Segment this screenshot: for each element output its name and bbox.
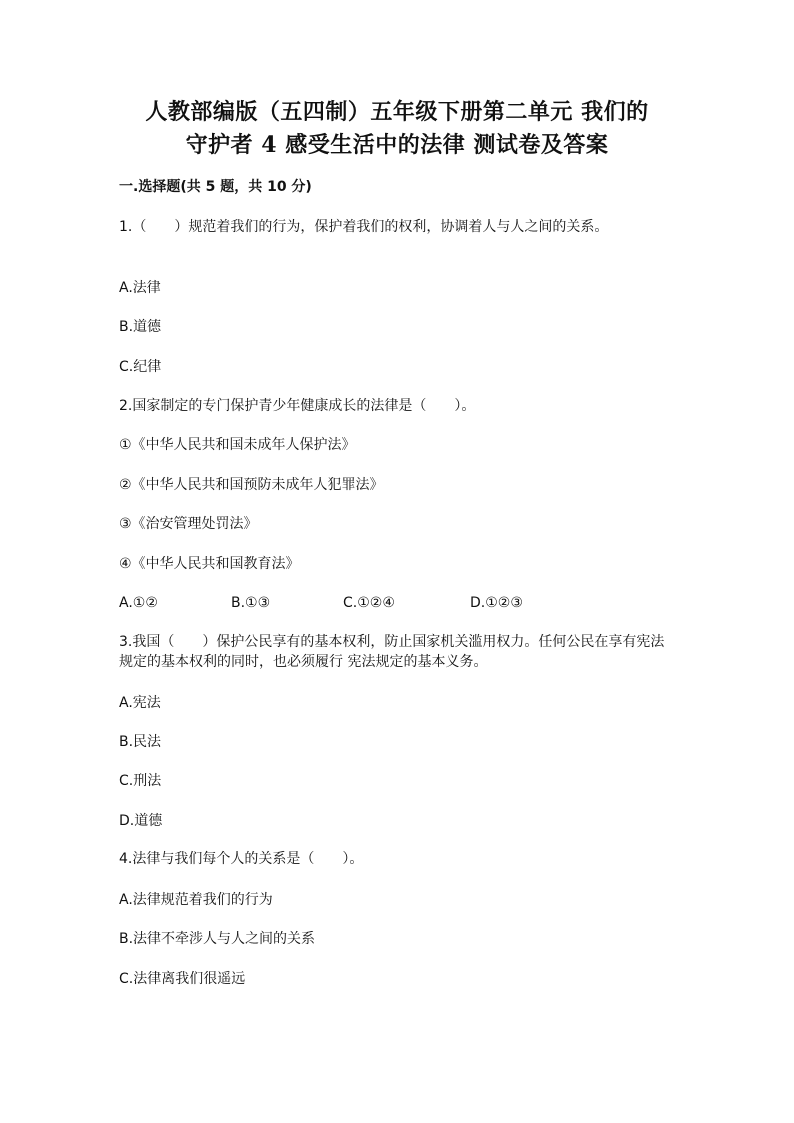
question-4-text: 4.法律与我们每个人的关系是（ ）。 [119,851,364,867]
page-title-line-2: 守护者 4 感受生活中的法律 测试卷及答案 [185,132,609,158]
question-3-option-b: B.民法 [119,734,162,750]
question-1-text: 1.（ ）规范着我们的行为，保护着我们的权利，协调着人与人之间的关系。 [119,219,609,235]
question-2-text: 2.国家制定的专门保护青少年健康成长的法律是（ ）。 [119,398,476,414]
question-3-option-c: C.刑法 [119,773,162,789]
question-2-statement-2: ②《中华人民共和国预防未成年人犯罪法》 [119,477,384,493]
question-2-option-d: D.①②③ [470,595,523,611]
question-4-option-b: B.法律不牵涉人与人之间的关系 [119,931,316,947]
question-3-text: 3.我国（ ）保护公民享有的基本权利，防止国家机关滥用权力。任何公民在享有宪法规定的基本权利的同时，也必须履行 宪法规定的基本义务。 [119,634,665,670]
section-heading: 一.选择题(共 5 题，共 10 分) [119,179,312,195]
question-3-option-d: D.道德 [119,813,163,829]
question-3-option-a: A.宪法 [119,695,161,711]
question-1-option-a: A.法律 [119,280,161,296]
question-1-option-c: C.纪律 [119,359,162,375]
question-2-statement-3: ③《治安管理处罚法》 [119,516,258,532]
question-2-option-a: A.①② [119,595,158,611]
question-4-option-c: C.法律离我们很遥远 [119,971,246,987]
question-2-statement-4: ④《中华人民共和国教育法》 [119,556,300,572]
question-2-statement-1: ①《中华人民共和国未成年人保护法》 [119,437,356,453]
question-4-option-a: A.法律规范着我们的行为 [119,892,273,908]
page-title-line-1: 人教部编版（五四制）五年级下册第二单元 我们的 [145,99,649,125]
question-2-option-c: C.①②④ [343,595,395,611]
question-1-option-b: B.道德 [119,319,162,335]
question-2-option-b: B.①③ [231,595,271,611]
